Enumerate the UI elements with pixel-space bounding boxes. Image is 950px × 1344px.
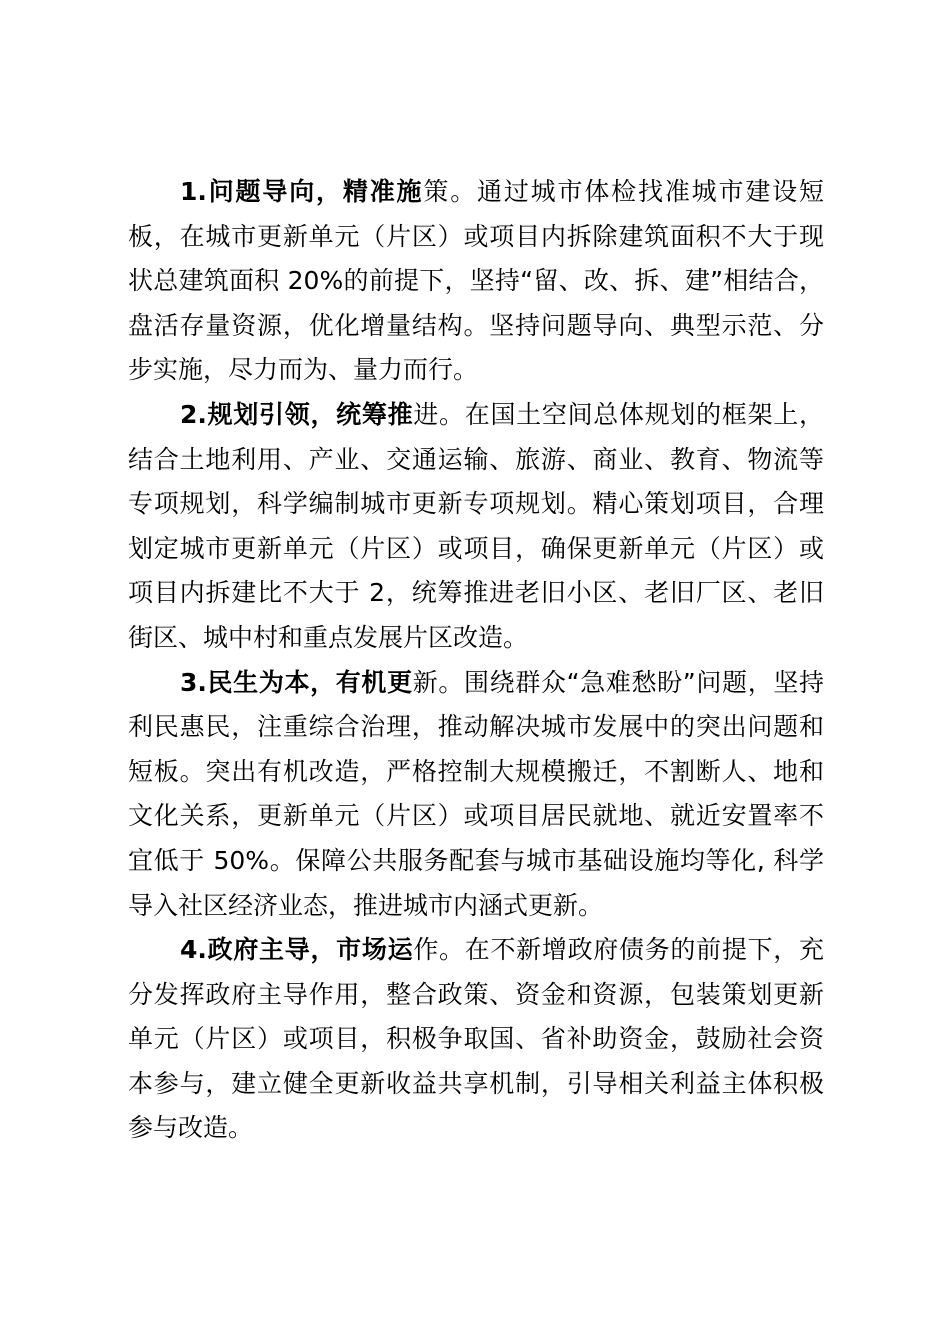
paragraph-3 (128, 661, 824, 929)
paragraph-4-heading: 4.政府主导，市场运 (180, 935, 414, 965)
paragraph-3-text: 新。围绕群众“急难愁盼”问题，坚持利民惠民，注重综合治理，推动解决城市发展中的突出问题和短板。突出有机改造，严格控制大规模搬迁，不割断人、地和文化关系，更新单元（片区）或项目居民就地、就近安置率不宜低于 50%。保障公共服务配套与城市基础设施均等化, 科学导入社区经济业态，推进城市内涵式更新。 (128, 667, 824, 920)
paragraph-4-text: 作。在不新增政府债务的前提下，充分发挥政府主导作用，整合政策、资金和资源，包装策划更新单元（片区）或项目，积极争取国、省补助资金，鼓励社会资本参与，建立健全更新收益共享机制，引导相关利益主体积极参与改造。 (128, 935, 824, 1143)
paragraph-3-heading: 3.民生为本，有机更 (180, 667, 413, 697)
paragraph-2-heading: 2.规划引领，统筹推 (180, 399, 414, 429)
paragraph-1-text: 策。通过城市体检找准城市建设短板，在城市更新单元（片区）或项目内拆除建筑面积不大于现状总建筑面积 20%的前提下，坚持“留、改、拆、建”相结合，盘活存量资源，优化增量结构。坚持问题导向、典型示范、分步实施，尽力而为、量力而行。 (128, 177, 824, 385)
paragraph-4 (128, 928, 824, 1151)
paragraph-1-heading: 1.问题导向，精准施 (180, 177, 424, 206)
document-body (128, 170, 824, 1151)
paragraph-2-text: 进。在国土空间总体规划的框架上，结合土地利用、产业、交通运输、旅游、商业、教育、物流等专项规划，科学编制城市更新专项规划。精心策划项目，合理划定城市更新单元（片区）或项目，确保更新单元（片区）或项目内拆建比不大于 2，统筹推进老旧小区、老旧厂区、老旧街区、城中村和重点发展片区改造。 (128, 399, 824, 652)
paragraph-1 (128, 170, 824, 393)
paragraph-2 (128, 393, 824, 661)
